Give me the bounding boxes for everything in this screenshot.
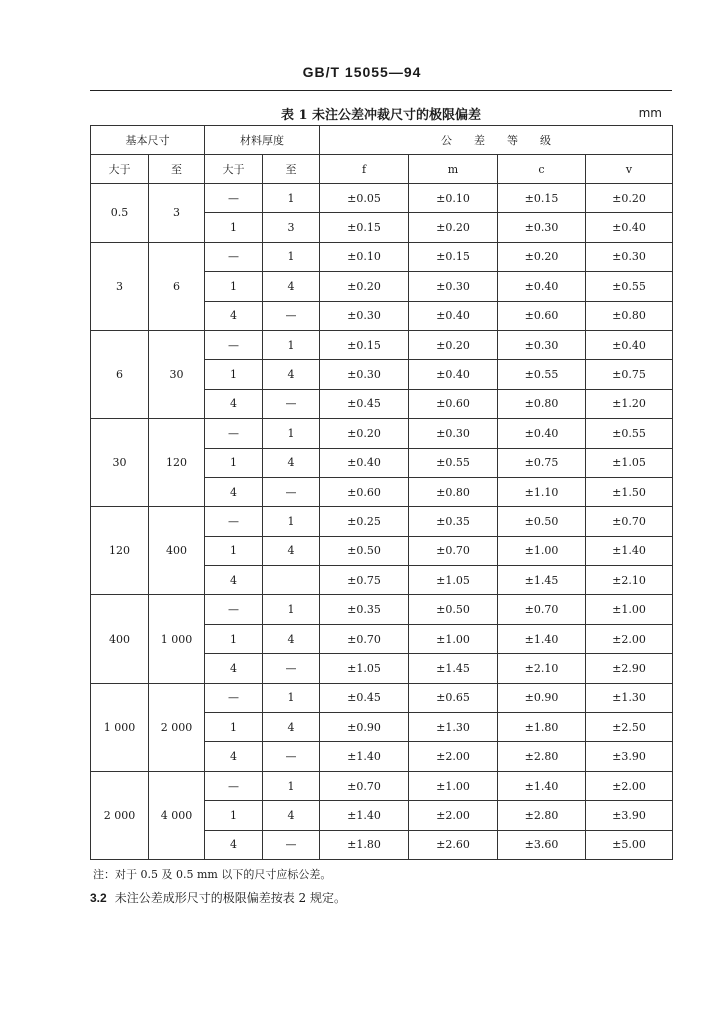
tolerance-v: ±1.20	[586, 389, 673, 418]
tolerance-m: ±0.20	[409, 213, 498, 242]
tolerance-m: ±0.15	[409, 242, 498, 271]
basic-size-upto: 1 000	[149, 595, 205, 683]
tolerance-f: ±0.15	[320, 330, 409, 359]
tolerance-m: ±0.55	[409, 448, 498, 477]
tolerance-m: ±1.45	[409, 654, 498, 683]
basic-size-over: 0.5	[91, 184, 149, 243]
thickness-upto: 4	[263, 713, 320, 742]
thickness-upto: 4	[263, 536, 320, 565]
tolerance-f: ±1.05	[320, 654, 409, 683]
thickness-upto: —	[263, 830, 320, 859]
basic-size-upto: 3	[149, 184, 205, 243]
thickness-over: 4	[205, 654, 263, 683]
header-upto: 至	[149, 155, 205, 184]
thickness-over: 4	[205, 742, 263, 771]
basic-size-upto: 4 000	[149, 771, 205, 859]
tolerance-f: ±0.10	[320, 242, 409, 271]
tolerance-m: ±2.60	[409, 830, 498, 859]
tolerance-c: ±0.20	[498, 242, 586, 271]
tolerance-m: ±0.65	[409, 683, 498, 712]
table-row	[91, 595, 673, 624]
header-basic-size: 基本尺寸	[91, 126, 205, 155]
table-row	[91, 242, 673, 271]
tolerance-m: ±0.10	[409, 184, 498, 213]
tolerance-f: ±1.40	[320, 742, 409, 771]
header-thickness-upto: 至	[263, 155, 320, 184]
header-thickness: 材料厚度	[205, 126, 320, 155]
thickness-upto: 1	[263, 595, 320, 624]
tolerance-c: ±2.10	[498, 654, 586, 683]
basic-size-upto: 6	[149, 242, 205, 330]
tolerance-m: ±1.00	[409, 624, 498, 653]
thickness-over: 1	[205, 713, 263, 742]
thickness-over: —	[205, 771, 263, 800]
tolerance-c: ±2.80	[498, 801, 586, 830]
tolerance-v: ±0.70	[586, 507, 673, 536]
tolerance-c: ±1.45	[498, 566, 586, 595]
basic-size-over: 30	[91, 419, 149, 507]
thickness-over: 4	[205, 301, 263, 330]
table-row	[91, 683, 673, 712]
thickness-upto: —	[263, 742, 320, 771]
thickness-over: 1	[205, 536, 263, 565]
tolerance-c: ±0.60	[498, 301, 586, 330]
tolerance-c: ±1.10	[498, 477, 586, 506]
tolerance-c: ±0.30	[498, 213, 586, 242]
tolerance-v: ±0.20	[586, 184, 673, 213]
table-note: 注：对于 0.5 及 0.5 mm 以下的尺寸应标公差。	[93, 868, 332, 881]
tolerance-m: ±0.20	[409, 330, 498, 359]
tolerance-f: ±0.15	[320, 213, 409, 242]
tolerance-c: ±0.30	[498, 330, 586, 359]
tolerance-f: ±0.70	[320, 771, 409, 800]
thickness-over: 4	[205, 389, 263, 418]
tolerance-c: ±1.40	[498, 771, 586, 800]
tolerance-v: ±0.40	[586, 213, 673, 242]
tolerance-v: ±2.00	[586, 624, 673, 653]
basic-size-upto: 30	[149, 330, 205, 418]
tolerance-c: ±1.00	[498, 536, 586, 565]
tolerance-f: ±0.50	[320, 536, 409, 565]
tolerance-v: ±1.50	[586, 477, 673, 506]
basic-size-over: 400	[91, 595, 149, 683]
thickness-upto: 1	[263, 771, 320, 800]
thickness-upto: —	[263, 301, 320, 330]
thickness-over: 4	[205, 566, 263, 595]
tolerance-f: ±0.30	[320, 360, 409, 389]
tolerance-f: ±0.45	[320, 389, 409, 418]
thickness-over: 4	[205, 830, 263, 859]
thickness-over: 1	[205, 213, 263, 242]
tolerance-f: ±0.20	[320, 272, 409, 301]
tolerance-m: ±0.80	[409, 477, 498, 506]
tolerance-v: ±0.75	[586, 360, 673, 389]
table-title: 表 1 未注公差冲裁尺寸的极限偏差	[280, 108, 482, 123]
tolerance-f: ±0.60	[320, 477, 409, 506]
tolerance-c: ±0.50	[498, 507, 586, 536]
basic-size-over: 120	[91, 507, 149, 595]
basic-size-upto: 120	[149, 419, 205, 507]
basic-size-upto: 2 000	[149, 683, 205, 771]
tolerance-table	[90, 125, 673, 860]
tolerance-v: ±2.50	[586, 713, 673, 742]
tolerance-m: ±2.00	[409, 801, 498, 830]
standard-number: GB/T 15055—94	[302, 64, 422, 80]
tolerance-v: ±0.40	[586, 330, 673, 359]
basic-size-over: 2 000	[91, 771, 149, 859]
thickness-upto: 1	[263, 419, 320, 448]
tolerance-m: ±0.40	[409, 360, 498, 389]
thickness-upto: 1	[263, 683, 320, 712]
thickness-over: —	[205, 595, 263, 624]
thickness-over: —	[205, 419, 263, 448]
tolerance-v: ±3.90	[586, 742, 673, 771]
tolerance-c: ±1.40	[498, 624, 586, 653]
tolerance-c: ±0.70	[498, 595, 586, 624]
table-row	[91, 419, 673, 448]
basic-size-over: 3	[91, 242, 149, 330]
tolerance-m: ±2.00	[409, 742, 498, 771]
tolerance-c: ±0.55	[498, 360, 586, 389]
tolerance-v: ±5.00	[586, 830, 673, 859]
thickness-upto: —	[263, 389, 320, 418]
tolerance-f: ±0.70	[320, 624, 409, 653]
thickness-upto: 3	[263, 213, 320, 242]
table-row	[91, 330, 673, 359]
basic-size-upto: 400	[149, 507, 205, 595]
tolerance-c: ±0.40	[498, 419, 586, 448]
tolerance-m: ±0.50	[409, 595, 498, 624]
tolerance-m: ±0.30	[409, 419, 498, 448]
tolerance-f: ±0.35	[320, 595, 409, 624]
section-text: 未注公差成形尺寸的极限偏差按表 2 规定。	[114, 891, 346, 905]
tolerance-v: ±0.55	[586, 272, 673, 301]
header-grade-c: c	[498, 155, 586, 184]
tolerance-v: ±1.00	[586, 595, 673, 624]
tolerance-c: ±0.80	[498, 389, 586, 418]
header-grade: 公 差 等 级	[320, 126, 673, 155]
thickness-over: 1	[205, 272, 263, 301]
thickness-over: —	[205, 184, 263, 213]
tolerance-f: ±0.20	[320, 419, 409, 448]
table-body	[91, 184, 673, 860]
tolerance-v: ±0.30	[586, 242, 673, 271]
thickness-over: 1	[205, 360, 263, 389]
tolerance-f: ±0.30	[320, 301, 409, 330]
tolerance-v: ±0.55	[586, 419, 673, 448]
basic-size-over: 1 000	[91, 683, 149, 771]
tolerance-f: ±0.25	[320, 507, 409, 536]
tolerance-m: ±0.35	[409, 507, 498, 536]
tolerance-c: ±0.90	[498, 683, 586, 712]
table-row	[91, 184, 673, 213]
thickness-over: —	[205, 242, 263, 271]
thickness-upto: —	[263, 654, 320, 683]
section-number: 3.2	[90, 891, 107, 905]
tolerance-c: ±0.40	[498, 272, 586, 301]
tolerance-v: ±2.90	[586, 654, 673, 683]
header-rule	[90, 90, 672, 91]
tolerance-v: ±3.90	[586, 801, 673, 830]
thickness-upto: 1	[263, 242, 320, 271]
tolerance-m: ±1.05	[409, 566, 498, 595]
thickness-over: 1	[205, 624, 263, 653]
tolerance-f: ±0.75	[320, 566, 409, 595]
thickness-upto	[263, 566, 320, 595]
tolerance-c: ±2.80	[498, 742, 586, 771]
tolerance-v: ±2.10	[586, 566, 673, 595]
tolerance-m: ±0.40	[409, 301, 498, 330]
tolerance-f: ±1.40	[320, 801, 409, 830]
tolerance-f: ±0.45	[320, 683, 409, 712]
section-3-2	[90, 889, 346, 906]
tolerance-f: ±0.05	[320, 184, 409, 213]
tolerance-f: ±0.90	[320, 713, 409, 742]
tolerance-f: ±1.80	[320, 830, 409, 859]
thickness-upto: 4	[263, 360, 320, 389]
basic-size-over: 6	[91, 330, 149, 418]
thickness-over: —	[205, 683, 263, 712]
header-over: 大于	[91, 155, 149, 184]
thickness-upto: 1	[263, 184, 320, 213]
thickness-upto: 4	[263, 272, 320, 301]
tolerance-c: ±1.80	[498, 713, 586, 742]
tolerance-m: ±1.00	[409, 771, 498, 800]
thickness-upto: 4	[263, 801, 320, 830]
header-thickness-over: 大于	[205, 155, 263, 184]
thickness-over: 1	[205, 448, 263, 477]
table-row	[91, 507, 673, 536]
tolerance-v: ±2.00	[586, 771, 673, 800]
thickness-upto: —	[263, 477, 320, 506]
tolerance-f: ±0.40	[320, 448, 409, 477]
thickness-upto: 4	[263, 624, 320, 653]
tolerance-m: ±0.70	[409, 536, 498, 565]
thickness-upto: 1	[263, 330, 320, 359]
tolerance-m: ±1.30	[409, 713, 498, 742]
tolerance-c: ±0.15	[498, 184, 586, 213]
header-grade-v: v	[586, 155, 673, 184]
header-grade-f: f	[320, 155, 409, 184]
tolerance-v: ±1.30	[586, 683, 673, 712]
thickness-upto: 4	[263, 448, 320, 477]
tolerance-c: ±0.75	[498, 448, 586, 477]
tolerance-v: ±0.80	[586, 301, 673, 330]
tolerance-v: ±1.40	[586, 536, 673, 565]
tolerance-m: ±0.60	[409, 389, 498, 418]
thickness-upto: 1	[263, 507, 320, 536]
thickness-over: —	[205, 330, 263, 359]
tolerance-v: ±1.05	[586, 448, 673, 477]
header-grade-m: m	[409, 155, 498, 184]
thickness-over: 1	[205, 801, 263, 830]
table-row	[91, 771, 673, 800]
tolerance-c: ±3.60	[498, 830, 586, 859]
thickness-over: 4	[205, 477, 263, 506]
thickness-over: —	[205, 507, 263, 536]
tolerance-m: ±0.30	[409, 272, 498, 301]
table-unit: mm	[638, 106, 662, 120]
